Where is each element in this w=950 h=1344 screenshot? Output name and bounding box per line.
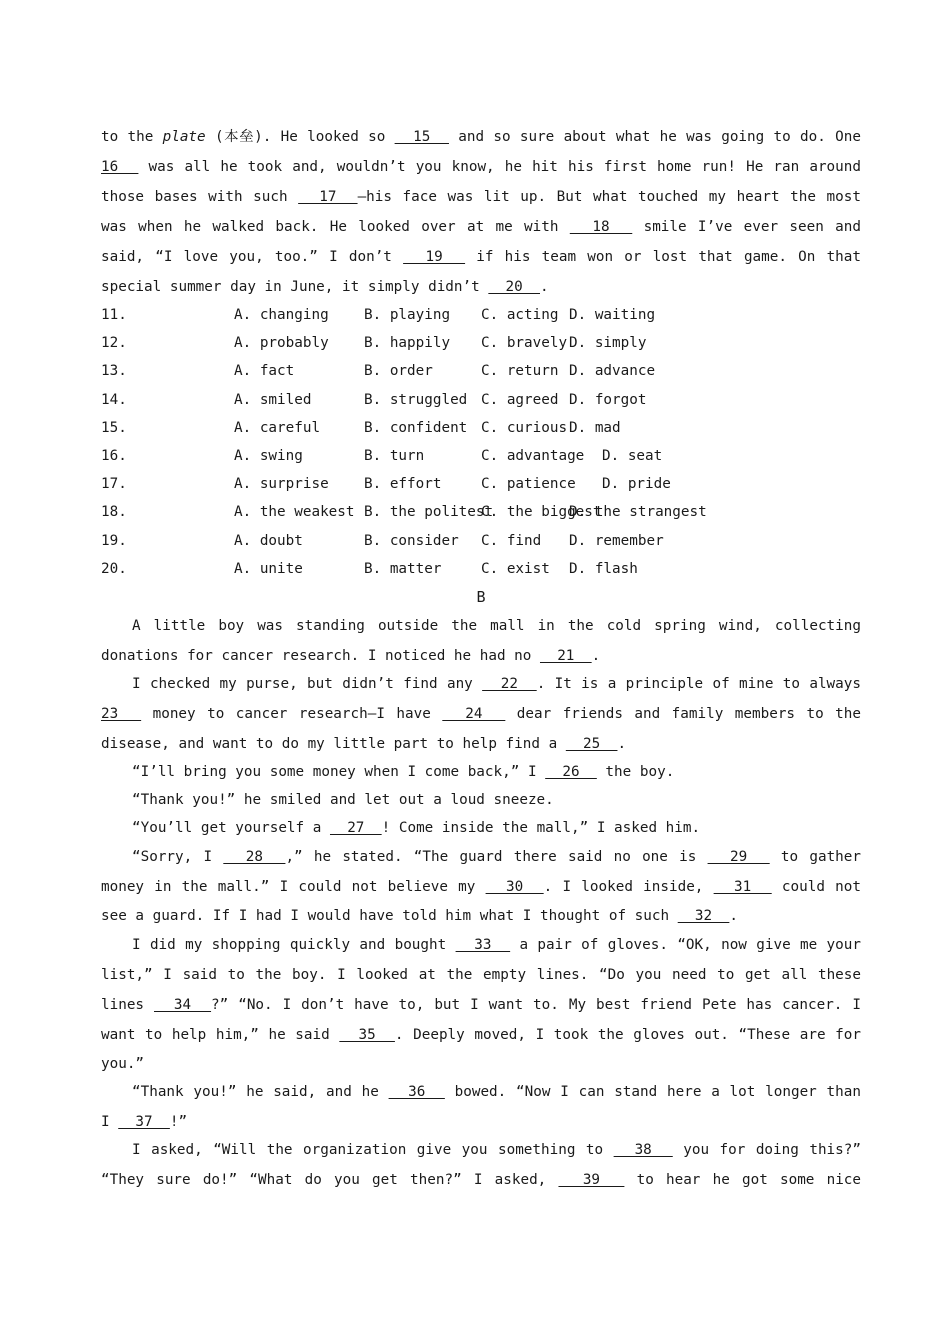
question-option-b: B. effort: [364, 476, 442, 493]
question-row: [101, 391, 861, 409]
answer-blank: 29: [707, 849, 770, 865]
question-option-d: D. flash: [569, 560, 638, 577]
passage-b-line: I asked, “Will the organization give you something to 38 you for doing this?”: [132, 1142, 861, 1158]
question-row: [101, 560, 861, 578]
question-option-num: 16.: [101, 448, 127, 464]
question-row: [101, 503, 861, 521]
question-option-c: C. advantage: [481, 448, 585, 464]
question-option-num: 13.: [101, 363, 127, 380]
answer-blank: 16: [101, 159, 139, 175]
answer-blank: 34: [154, 997, 212, 1013]
passage-b-line: disease, and want to do my little part to help find a 25 .: [101, 736, 627, 752]
question-option-a: A. the weakest: [234, 504, 355, 521]
question-option-a: A. smiled: [234, 391, 312, 408]
question-option-c: C. the biggest: [481, 504, 602, 521]
question-option-b: B. turn: [364, 448, 425, 464]
question-option-c: C. patience: [481, 476, 576, 493]
answer-blank: 28: [223, 849, 286, 865]
answer-blank: 39: [558, 1172, 625, 1188]
answer-blank: 36: [388, 1084, 445, 1100]
question-option-num: 17.: [101, 476, 127, 493]
passage-a-line: special summer day in June, it simply didn’t 20 .: [101, 279, 549, 295]
question-option-d: D. the strangest: [569, 504, 707, 521]
question-option-b: B. the politest: [364, 504, 494, 521]
question-option-a: A. changing: [234, 307, 329, 323]
answer-blank: 37: [118, 1114, 170, 1130]
question-option-d: D. advance: [569, 363, 656, 380]
passage-b-line: “I’ll bring you some money when I come back,” I 26 the boy.: [132, 764, 675, 780]
answer-blank: 24: [442, 706, 506, 722]
answer-blank: 19: [403, 249, 466, 265]
question-option-num: 19.: [101, 532, 127, 549]
question-option-a: A. probably: [234, 335, 329, 352]
question-option-b: B. consider: [364, 532, 459, 549]
question-option-d: D. waiting: [569, 307, 656, 323]
question-option-c: C. agreed: [481, 391, 559, 408]
passage-b-line: “Thank you!” he said, and he 36 bowed. “Now I can stand here a lot longer than: [132, 1084, 861, 1100]
question-option-c: C. exist: [481, 560, 550, 577]
passage-a-line: those bases with such 17 —his face was lit up. But what touched my heart the most: [101, 189, 861, 205]
passage-b-line: want to help him,” he said 35 . Deeply moved, I took the gloves out. “These are for: [101, 1027, 861, 1043]
question-option-a: A. careful: [234, 419, 321, 436]
question-option-b: B. confident: [364, 419, 468, 436]
passage-b-line: “They sure do!” “What do you get then?” I asked, 39 to hear he got some nice: [101, 1172, 862, 1188]
answer-blank: 18: [569, 219, 633, 235]
answer-blank: 17: [298, 189, 358, 205]
question-option-c: C. acting: [481, 307, 559, 323]
answer-blank: 21: [539, 648, 592, 664]
question-option-d: D. forgot: [569, 391, 647, 408]
question-row: [101, 447, 861, 465]
question-option-a: A. doubt: [234, 532, 303, 549]
answer-blank: 27: [329, 820, 382, 836]
passage-b-line: 23 money to cancer research—I have 24 dear friends and family members to the: [101, 706, 861, 722]
passage-b-line: I did my shopping quickly and bought 33 a pair of gloves. “OK, now give me your: [132, 937, 861, 953]
passage-b-line: “Thank you!” he smiled and let out a loud sneeze.: [132, 792, 554, 808]
question-option-d: D. pride: [602, 476, 671, 493]
question-option-c: C. return: [481, 363, 559, 380]
question-option-num: 20.: [101, 560, 127, 577]
question-option-a: A. swing: [234, 448, 303, 464]
question-row: [101, 362, 861, 380]
question-option-a: A. surprise: [234, 476, 329, 493]
passage-b-line: see a guard. If I had I would have told him what I thought of such 32 .: [101, 908, 738, 924]
passage-b-line: “You’ll get yourself a 27 ! Come inside the mall,” I asked him.: [132, 820, 701, 836]
passage-b-line: lines 34 ?” “No. I don’t have to, but I want to. My best friend Pete has cancer. I: [101, 997, 861, 1013]
passage-a-line: was when he walked back. He looked over at me with 18 smile I’ve ever seen and: [101, 219, 861, 235]
passage-b-line: you.”: [101, 1056, 145, 1072]
question-option-num: 15.: [101, 419, 127, 436]
question-option-b: B. playing: [364, 307, 451, 323]
question-option-c: C. find: [481, 532, 542, 549]
answer-blank: 23: [101, 706, 142, 722]
question-option-a: A. unite: [234, 560, 303, 577]
passage-b-line: I 37 !”: [101, 1114, 188, 1130]
answer-blank: 26: [545, 764, 597, 780]
question-option-d: D. seat: [602, 448, 663, 464]
question-option-b: B. happily: [364, 335, 451, 352]
question-option-a: A. fact: [234, 363, 295, 380]
section-heading: B: [476, 588, 486, 606]
passage-a-line: 16 was all he took and, wouldn’t you know, he hit his first home run! He ran around: [101, 159, 861, 175]
question-row: [101, 334, 861, 352]
answer-blank: 31: [713, 879, 772, 895]
passage-a-line: to the plate (本垒). He looked so 15 and so sure about what he was going to do. One: [101, 129, 861, 145]
question-option-d: D. remember: [569, 532, 664, 549]
answer-blank: 35: [339, 1027, 395, 1043]
passage-b-line: A little boy was standing outside the mall in the cold spring wind, collecting: [132, 618, 861, 634]
question-option-c: C. bravely: [481, 335, 568, 352]
answer-blank: 30: [485, 879, 544, 895]
question-option-b: B. matter: [364, 560, 442, 577]
passage-b-line: I checked my purse, but didn’t find any 22 . It is a principle of mine to always: [132, 676, 861, 692]
question-option-b: B. order: [364, 363, 433, 380]
question-row: [101, 532, 861, 550]
answer-blank: 22: [482, 676, 537, 692]
question-option-d: D. simply: [569, 335, 647, 352]
question-option-num: 12.: [101, 335, 127, 352]
question-row: [101, 475, 861, 493]
passage-b-line: “Sorry, I 28 ,” he stated. “The guard there said no one is 29 to gather: [132, 849, 861, 865]
answer-blank: 32: [677, 908, 730, 924]
italic-word: plate: [162, 129, 206, 145]
answer-blank: 25: [565, 736, 618, 752]
question-row: [101, 419, 861, 437]
passage-a-line: said, “I love you, too.” I don’t 19 if his team won or lost that game. On that: [101, 249, 861, 265]
question-option-d: D. mad: [569, 419, 621, 436]
answer-blank: 38: [613, 1142, 673, 1158]
answer-blank: 33: [455, 937, 511, 953]
passage-b-line: donations for cancer research. I noticed he had no 21 .: [101, 648, 601, 664]
question-option-b: B. struggled: [364, 391, 468, 408]
answer-blank: 15: [394, 129, 449, 145]
question-option-num: 14.: [101, 391, 127, 408]
question-option-num: 18.: [101, 504, 127, 521]
answer-blank: 20: [488, 279, 540, 295]
question-option-num: 11.: [101, 307, 127, 323]
passage-b-line: list,” I said to the boy. I looked at the empty lines. “Do you need to get all these: [101, 967, 861, 983]
question-row: [101, 306, 861, 324]
question-option-c: C. curious: [481, 419, 568, 436]
passage-b-line: money in the mall.” I could not believe my 30 . I looked inside, 31 could not: [101, 879, 861, 895]
